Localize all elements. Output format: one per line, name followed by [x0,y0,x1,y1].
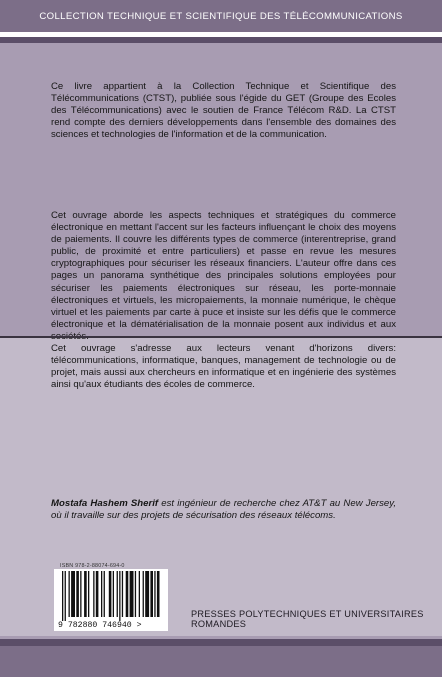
barcode-bar [139,571,140,617]
barcode-bar [84,571,87,617]
barcode-bar [80,571,81,617]
barcode-bars [54,569,168,631]
barcode-bar [119,571,120,621]
author-name: Mostafa Hashem Sherif [51,498,159,509]
barcode-bar [135,571,136,617]
audience-paragraph: Cet ouvrage s'adresse aux lecteurs venant d'horizons divers: télécommunications, informatique, banques, management de technologie ou de projet, mais aussi aux chercheurs en informatique et en ingénierie des systèmes ainsi qu'aux étudiants des écoles de commerce. [51,343,396,391]
barcode-bar [69,571,70,617]
publisher-name: PRESSES POLYTECHNIQUES ET UNIVERSITAIRES ROMANDES [191,609,424,629]
barcode-bar [113,571,114,617]
barcode [54,569,168,631]
barcode-bar [126,571,129,617]
footer-rule [0,639,442,646]
barcode-bar [157,571,160,617]
barcode-bar [65,571,66,621]
barcode-digits: 9 782880 746940 > [58,621,142,630]
barcode-bar [104,571,105,617]
barcode-bar [71,571,75,617]
barcode-bar [150,571,153,617]
footer-band [0,646,442,677]
barcode-bar [145,571,149,617]
barcode-bar [143,571,144,617]
collection-intro-paragraph: Ce livre appartient à la Collection Technique et Scientifique des Télécommunications (CTST), publiée sous l'égide du GET (Groupe des Ecoles des Télécommunications) avec le soutien de France Télécom R&D. La CTST rend compte des derniers développements dans l'ensemble des domaines des sciences et technologies de l'information et de la communication. [51,81,396,141]
barcode-bar [130,571,134,617]
section-divider [0,336,442,338]
barcode-bar [122,571,123,617]
barcode-bar [101,571,102,617]
isbn-label: ISBN 978-2-88074-694-0 [60,563,125,569]
barcode-bar [154,571,155,617]
collection-title: COLLECTION TECHNIQUE ET SCIENTIFIQUE DES TÉLÉCOMMUNICATIONS [39,10,403,22]
barcode-bar [96,571,99,617]
barcode-bar [117,571,118,617]
barcode-bar [88,571,89,617]
header-band [0,0,442,32]
author-description: est ingénieur de recherche chez AT&T au New Jersey, où il travaille sur des projets de sécurisation des réseaux télécoms. [51,498,397,522]
author-bio [51,498,396,522]
barcode-bar [62,571,63,621]
book-abstract-paragraph: Cet ouvrage aborde les aspects techniques et stratégiques du commerce électronique en mettant l'accent sur les facteurs influençant le choix des moyens de paiements. Il couvre les différents types de commerce (interentreprise, grand public, de proximité et entre particuliers) et passe en revue les mesures cryptographiques pour sécuriser les réseaux financiers. L'auteur offre dans ces pages un panorama synthétique des principales solutions employées pour sécuriser les paiements électroniques sur réseau, les porte-monnaie électroniques et virtuels, les micropaiements, la monnaie numérique, le chèque virtuel et les paiements par carte à puce et insiste sur les défis que le commerce électronique et la dématérialisation de la monnaie posent aux individus et aux [51,210,396,330]
barcode-bar [109,571,112,617]
barcode-bar [76,571,79,617]
barcode-bar [93,571,94,617]
